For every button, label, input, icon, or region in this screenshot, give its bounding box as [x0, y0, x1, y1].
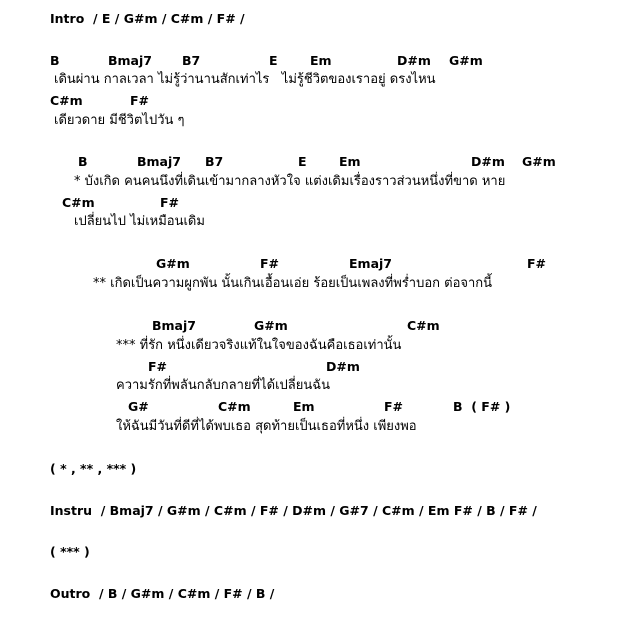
- lyric-line: *** ที่รัก หนึ่งเดียวจริงแท้ในใจของฉันคือเธอเท่านั้น: [116, 338, 402, 353]
- chord: C#m: [50, 93, 83, 108]
- repeat-line: ( *** ): [50, 544, 90, 559]
- chord: F#: [527, 256, 547, 271]
- chord: F#: [384, 399, 404, 414]
- chord: Emaj7: [349, 256, 392, 271]
- chord: E: [298, 154, 307, 169]
- chord: B7: [182, 53, 201, 68]
- chord: Em: [293, 399, 315, 414]
- chord: B7: [205, 154, 224, 169]
- chord: G#m: [156, 256, 190, 271]
- instru-line: Instru / Bmaj7 / G#m / C#m / F# / D#m / G#7 / C#m / Em F# / B / F# /: [50, 503, 537, 518]
- chord: F#: [160, 195, 180, 210]
- chord: D#m: [471, 154, 505, 169]
- chord: G#: [128, 399, 149, 414]
- chord: D#m: [397, 53, 431, 68]
- lyric-line: เปลี่ยนไป ไม่เหมือนเดิม: [74, 214, 205, 229]
- chord: Bmaj7: [137, 154, 181, 169]
- chord: C#m: [62, 195, 95, 210]
- chord: G#m: [522, 154, 556, 169]
- lyric-line: ความรักที่พลันกลับกลายที่ได้เปลี่ยนฉัน: [116, 378, 331, 393]
- chord: C#m: [407, 318, 440, 333]
- intro-line: Intro / E / G#m / C#m / F# /: [50, 11, 245, 26]
- lyric-line: * บังเกิด คนคนนึงที่เดินเข้ามากลางหัวใจ แต่งเดิมเรื่องราวส่วนหนึ่งที่ขาด หาย: [74, 174, 506, 189]
- chord: C#m: [218, 399, 251, 414]
- chord: G#m: [254, 318, 288, 333]
- chord: D#m: [326, 359, 360, 374]
- lyric-line: ให้ฉันมีวันที่ดีที่ได้พบเธอ สุดท้ายเป็นเธอที่หนึ่ง เพียงพอ: [116, 419, 417, 434]
- chord: Em: [310, 53, 332, 68]
- lyric-line: ** เกิดเป็นความผูกพัน นั้นเกินเอื้อนเอ่ย ร้อยเป็นเพลงที่พร่ำบอก ต่อจากนี้: [93, 276, 493, 291]
- chord: E: [269, 53, 278, 68]
- chord: B: [50, 53, 60, 68]
- chord: B ( F# ): [453, 399, 511, 414]
- chord: Bmaj7: [152, 318, 196, 333]
- chord: Bmaj7: [108, 53, 152, 68]
- outro-line: Outro / B / G#m / C#m / F# / B /: [50, 586, 275, 601]
- lyric-line: เดียวดาย มีชีวิตไปวัน ๆ: [54, 113, 185, 128]
- chord: F#: [148, 359, 168, 374]
- chord: F#: [260, 256, 280, 271]
- lyric-line: เดินผ่าน กาลเวลา ไม่รู้ว่านานสักเท่าไร ไม่รู้ชีวิตของเราอยู่ ดรงไหน: [54, 72, 436, 87]
- repeat-line: ( * , ** , *** ): [50, 461, 137, 476]
- chord: G#m: [449, 53, 483, 68]
- chord: F#: [130, 93, 150, 108]
- chord: B: [78, 154, 88, 169]
- chord: Em: [339, 154, 361, 169]
